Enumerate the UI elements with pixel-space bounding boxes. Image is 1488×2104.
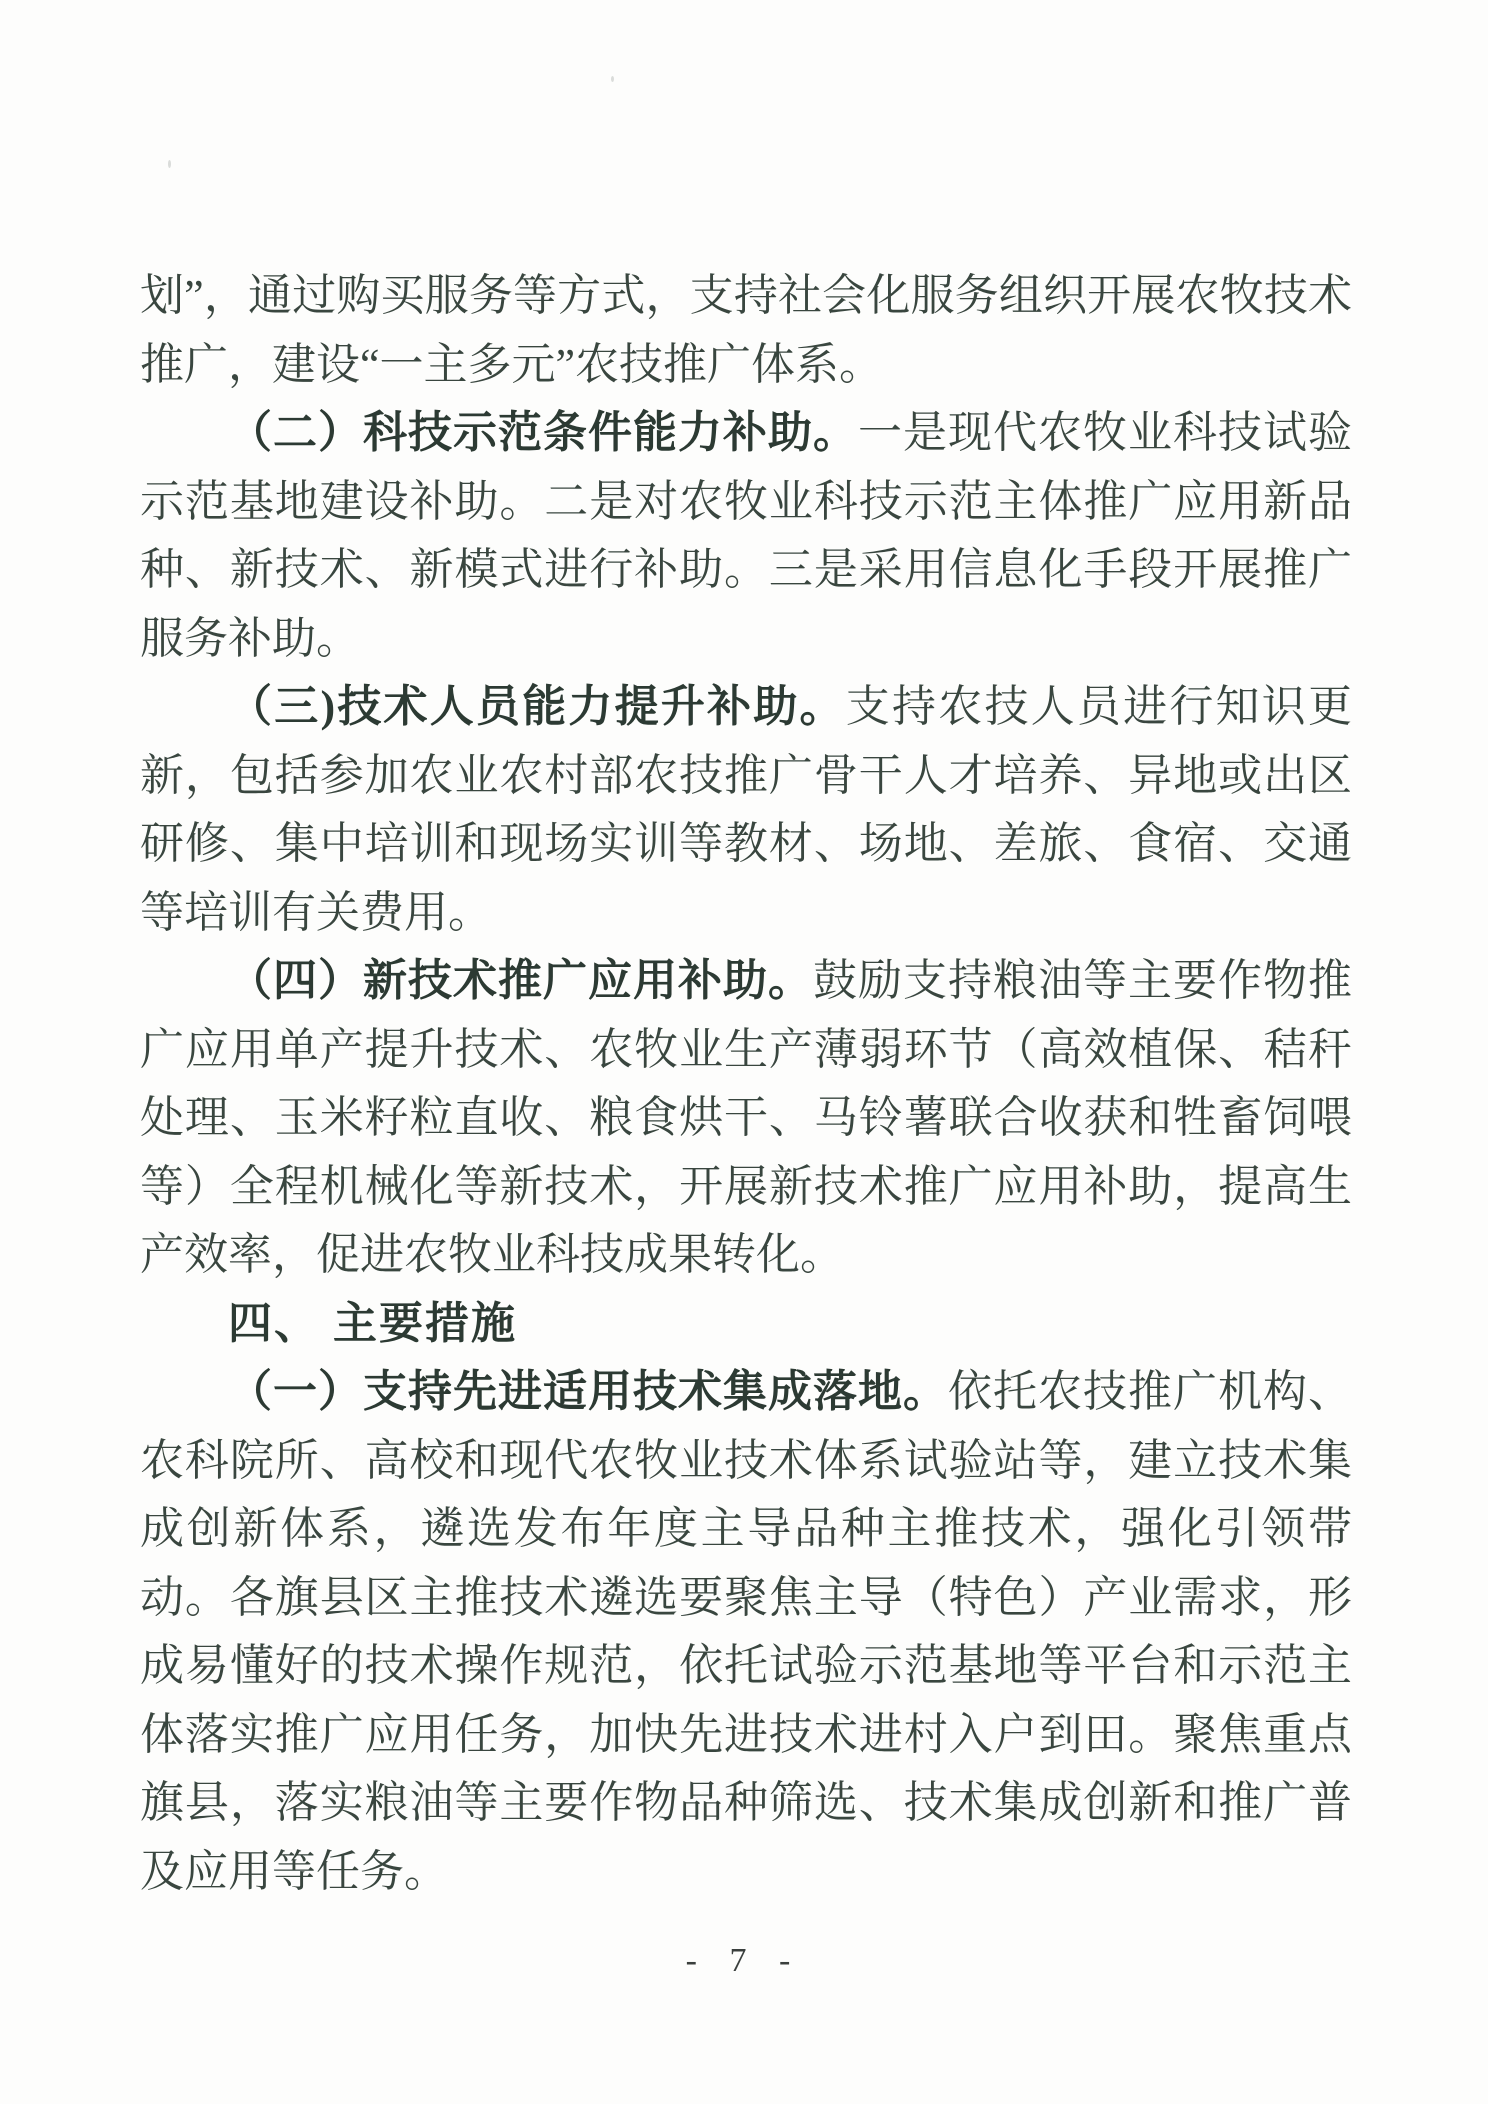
paragraph-item-3 bbox=[140, 673, 1352, 947]
scan-speck bbox=[611, 76, 614, 82]
paragraph-text: 一是现代农牧业科技试验示范基地建设补助。二是对农牧业科技示范主体推广应用新品种、新技术、新模式进行补助。三是采用信息化手段开展推广服务补助。 bbox=[140, 408, 1352, 663]
paragraph-lead: （二）科技示范条件能力补助。 bbox=[228, 408, 858, 457]
page-number: - 7 - bbox=[685, 1942, 803, 1979]
paragraph-lead: （三)技术人员能力提升补助。 bbox=[228, 682, 846, 731]
paragraph-item-1-measures bbox=[140, 1358, 1352, 1906]
section-heading-main-measures bbox=[140, 1290, 1352, 1359]
paragraph-text: 支持农技人员进行知识更新，包括参加农业农村部农技推广骨干人才培养、异地或出区研修、集中培训和现场实训等教材、场地、差旅、食宿、交通等培训有关费用。 bbox=[140, 682, 1353, 937]
paragraph-text: 划”，通过购买服务等方式，支持社会化服务组织开展农牧技术推广，建设“一主多元”农技推广体系。 bbox=[140, 271, 1352, 389]
paragraph-item-2 bbox=[140, 399, 1352, 673]
paragraph-item-4 bbox=[140, 947, 1352, 1290]
paragraph-text: 依托农技推广机构、农科院所、高校和现代农牧业技术体系试验站等，建立技术集成创新体系，遴选发布年度主导品种主推技术，强化引领带动。各旗县区主推技术遴选要聚焦主导（特色）产业需求，形成易懂好的技术操作规范，依托试验示范基地等平台和示范主体落实推广应用任务，加快先进技术进村入户到田。聚焦重点旗县，落实粮油等主要作物品种筛选、技术集成创新和推广普及应用等任务。 bbox=[140, 1367, 1352, 1896]
paragraph-text: 鼓励支持粮油等主要作物推广应用单产提升技术、农牧业生产薄弱环节（高效植保、秸秆处理、玉米籽粒直收、粮食烘干、马铃薯联合收获和牲畜饲喂等）全程机械化等新技术，开展新技术推广应用补助，提高生产效率，促进农牧业科技成果转化。 bbox=[140, 956, 1352, 1279]
heading-text: 四、 主要措施 bbox=[228, 1298, 517, 1348]
paragraph-continuation bbox=[140, 262, 1352, 399]
paragraph-lead: （一）支持先进适用技术集成落地。 bbox=[228, 1367, 948, 1416]
document-body bbox=[140, 262, 1352, 1906]
scan-speck bbox=[168, 160, 171, 168]
paragraph-lead: （四）新技术推广应用补助。 bbox=[228, 956, 813, 1005]
